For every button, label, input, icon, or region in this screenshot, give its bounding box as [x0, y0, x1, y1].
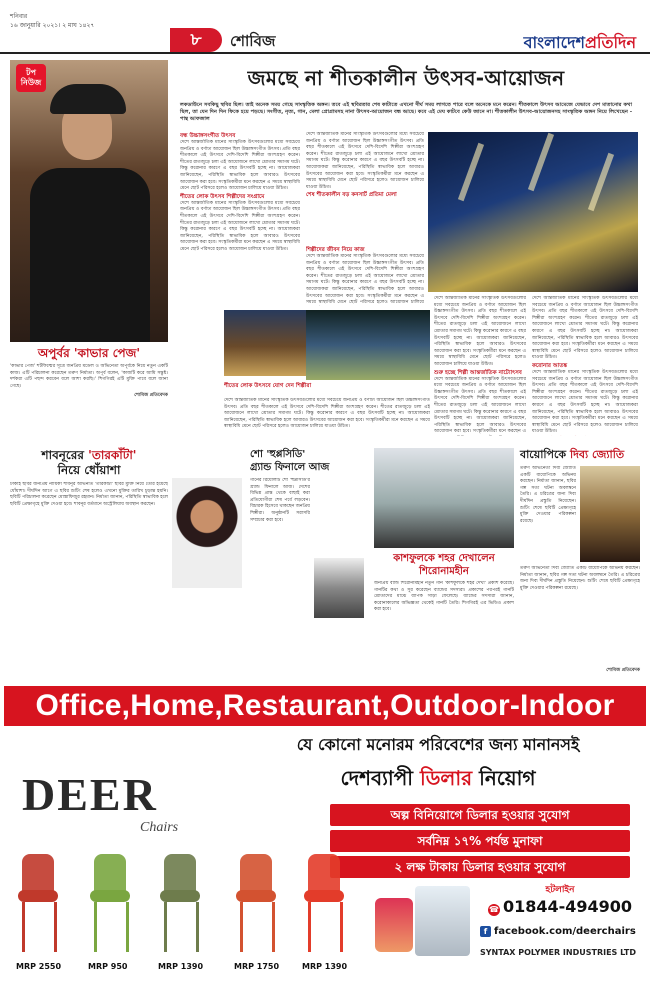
hero-caption-title: [10, 346, 168, 361]
stage-photo: [306, 310, 430, 380]
phone-icon: ☎: [488, 905, 499, 914]
facebook-url: facebook.com/deerchairs: [494, 926, 636, 937]
ad-line2-b: ডিলার: [419, 766, 473, 790]
ad-dealer-headline: [230, 764, 646, 798]
hotline-number-text: 01844-494900: [502, 897, 633, 916]
story-text: ঢাকাই ছবির জনপ্রিয় নায়িকা শাবনূর অভিনীত 'তারকাঁটা' ছবির মুক্তি নিয়ে তৈরি হয়েছে ধোঁয়াশা। দীর্ঘদিন আগে এ ছবির শুটিং শেষ হলেও এখনো মুক্তির তারিখ চূড়ান্ত হয়নি। ছবিটি পরিচালনা করেছেন মোস্তাফিজুর রহমান। নির্মাতা জানান, পরিস্থিতি স্বাভাবিক হলে ছবিটি প্রেক্ষাগৃহে মুক্তি দেওয়া হবে। শাবনূর বর্তমানে অস্ট্রেলিয়ায় অবস্থান করছেন।: [10, 482, 168, 507]
feature-column-text: দেশে আন্তর্জাতিক মানের সাংস্কৃতিক উৎসবগুলোর মধ্যে সবচেয়ে জনপ্রিয় ও বর্ণাঢ্য আয়োজন ছিল উচ্চাঙ্গসংগীত উৎসব। প্রতি বছর শীতকালে এই উৎসবে দেশি-বিদেশি শিল্পীরা অংশগ্রহণ করেন। শীতের রাতজুড়ে চলা এই আয়োজনে লাখো শ্রোতার সমাগম ঘটে। কিন্তু করোনার কারণে এ বছর উৎসবটি হচ্ছে না। আয়োজকরা জানিয়েছেন, পরিস্থিতি স্বাভাবিক হলে আবারও উৎসবের আয়োজন করা হবে। সংস্কৃতিকর্মীরা মনে করছেন এ সময়ে স্বাস্থ্যবিধি মেনে ছোট পরিসরে হলেও আয়োজন চালিয়ে যাওয়া উচিত।: [532, 296, 638, 361]
photo-caption-text: শীতের লোক উৎসবে যোগ দেন শিল্পীরা: [224, 383, 312, 389]
feature-subhead: শিল্পীদের জীবন নিয়ে কাজ: [306, 247, 365, 253]
shabnur-photo: [172, 478, 242, 588]
feature-subhead: করোনার আতঙ্ক: [532, 362, 568, 369]
ad-offer-3: ২ লক্ষ টাকায় ডিলার হওয়ার সুযোগ: [330, 856, 630, 878]
day-label: শনিবার: [10, 13, 28, 20]
chair-product: [160, 854, 204, 954]
story-title: [520, 448, 640, 462]
feature-title: [180, 64, 632, 96]
story-title-a: শো 'হুপ্পসিডি': [250, 449, 306, 460]
hero-caption: [10, 346, 168, 400]
hotline-label: হটলাইন: [545, 885, 575, 895]
hoopsidi-photo: [314, 558, 364, 618]
feature-lead: লকডাউনে সবকিছু স্থবির ছিল। তাই অনেক সময় গেছে সাংস্কৃতিক অঙ্গন। তবে এই স্থবিরতার শেষ কাটাতে এখনো দীর্ঘ সময় লাগতে পারে বলে অনেকে মনে করেন। শীতকালে উৎসব আমেজে যেভাবে দেশ মাতানোর কথা ছিল, তা যেন দিন দিন ফিকে হয়ে পড়ছে। সংগীত, নৃত্য, গান, মেলা প্রোগ্রামসহ নানা উৎসব-আয়োজন বন্ধ আছে। কবে এই মেঘ কাটবে কেউ জানে না। শীতকালীন উৎসব-আয়োজনসহ সাংস্কৃতিক অঙ্গন নিয়ে লিখেছেন - পান্থ আফজাল: [180, 102, 632, 122]
story-title-b: শিরোনামহীন: [419, 566, 469, 577]
feature-subhead: শুরু হচ্ছে শিল্পী আন্তর্জাতিক নাট্যোৎসব: [434, 369, 522, 376]
issue-date: [10, 12, 94, 30]
hero-photo: [10, 60, 168, 342]
feature-column-text: দেশে আন্তর্জাতিক মানের সাংস্কৃতিক উৎসবগুলোর মধ্যে সবচেয়ে জনপ্রিয় ও বর্ণাঢ্য আয়োজন ছিল উচ্চাঙ্গসংগীত উৎসব। প্রতি বছর শীতকালে এই উৎসবে দেশি-বিদেশি শিল্পীরা অংশগ্রহণ করেন। শীতের রাতজুড়ে চলা এই আয়োজনে লাখো শ্রোতার সমাগম ঘটে। কিন্তু করোনার কারণে এ বছর উৎসবটি হচ্ছে না। আয়োজকরা জানিয়েছেন, পরিস্থিতি স্বাভাবিক হলে আবারও উৎসবের আয়োজন করা হবে। সংস্কৃতিকর্মীরা মনে করছেন এ: [434, 376, 526, 435]
feature-column-text: দেশে আন্তর্জাতিক মানের সাংস্কৃতিক উৎসবগুলোর মধ্যে সবচেয়ে জনপ্রিয় ও বর্ণাঢ্য আয়োজন ছিল উচ্চাঙ্গসংগীত উৎসব। প্রতি বছর শীতকালে এই উৎসবে দেশি-বিদেশি শিল্পীরা অংশগ্রহণ করেন। শীতের রাতজুড়ে চলা এই আয়োজনে লাখো শ্রোতার সমাগম ঘটে। কিন্তু করোনার কারণে এ বছর উৎসবটি হচ্ছে না। আয়োজকরা জানিয়েছেন, পরিস্থিতি স্বাভাবিক হলে আবারও উৎসবের আয়োজন করা হবে। সংস্কৃতিকর্মীরা মনে করছেন এ সময়ে স্বাস্থ্যবিধি মেনে ছোট পরিসরে হলেও আয়োজন চালিয়ে যাওয়া উচিত।: [434, 296, 526, 367]
story-shabnur: [10, 448, 168, 678]
feature-subhead: শেষ শীতকালীন বড় কনসার্ট প্রতিমা মেলা: [306, 192, 397, 199]
company-name: SYNTAX POLYMER INDUSTRIES LTD: [480, 948, 636, 957]
newspaper-logo: [524, 30, 636, 57]
story-title-a: শাবনূরের: [41, 448, 84, 462]
feature-column-text: দেশে আন্তর্জাতিক মানের সাংস্কৃতিক উৎসবগুলোর মধ্যে সবচেয়ে জনপ্রিয় ও বর্ণাঢ্য আয়োজন ছিল উচ্চাঙ্গসংগীত উৎসব। প্রতি বছর শীতকালে এই উৎসবে দেশি-বিদেশি শিল্পীরা অংশগ্রহণ করেন। শীতের রাতজুড়ে চলা এই আয়োজনে লাখো শ্রোতার সমাগম ঘটে। কিন্তু করোনার কারণে এ বছর উৎসবটি হচ্ছে না। আয়োজকরা জানিয়েছেন, পরিস্থিতি স্বাভাবিক হলে আবারও উৎসবের আয়োজন করা হবে। সংস্কৃতিকর্মীরা মনে করছেন এ সময়ে স্বাস্থ্যবিধি মেনে ছোট পরিসরে হলেও আয়োজন চালিয়ে যাওয়া উচিত।: [180, 140, 300, 192]
feature-column-bottom: [224, 398, 430, 436]
story-title: [10, 448, 168, 478]
hotline-block: [480, 882, 640, 916]
chair-product: [236, 854, 280, 954]
page-number: ৮: [170, 28, 222, 52]
feature-subhead: শীতের লোক উৎসব শিল্পীদের সংগ্রামে: [180, 193, 265, 200]
feature-story: [10, 60, 640, 440]
feature-column-text: দেশে আন্তর্জাতিক মানের সাংস্কৃতিক উৎসবগুলোর মধ্যে সবচেয়ে জনপ্রিয় ও বর্ণাঢ্য আয়োজন ছিল উচ্চাঙ্গসংগীত উৎসব। প্রতি বছর শীতকালে এই উৎসবে দেশি-বিদেশি শিল্পীরা অংশগ্রহণ করেন। শীতের রাতজুড়ে চলা এই আয়োজনে লাখো শ্রোতার সমাগম ঘটে। কিন্তু করোনার কারণে এ বছর উৎসবটি হচ্ছে না। আয়োজকরা জানিয়েছেন, পরিস্থিতি স্বাভাবিক হলে আবারও উৎসবের আয়োজন করা হবে। সংস্কৃতিকর্মীরা মনে করছেন এ সময়ে স্বাস্থ্যবিধি মেনে ছোট পরিসরে হলেও আয়োজন চালিয়ে যাওয়া উচিত।: [180, 200, 300, 252]
story-title-b: গ্র্যান্ড ফিনালে আজ: [250, 462, 330, 473]
facebook-link: [480, 926, 636, 937]
hero-caption-text: 'কাভার পেজ' শর্টফিল্মের সূত্রে জনপ্রিয় মডেল ও অভিনেতা অপূর্বকে নিয়ে নতুন একটি কাজ। এটি পরিচালনা করেছেন তরুণ নির্মাতা। অপূর্ব বলেন, 'কাজটি করে আমি সন্তুষ্ট। দর্শকরা এটি পছন্দ করবেন বলে আশা করছি।' শিগগিরই এটি মুক্তি পাবে বলে জানা গেছে।: [10, 364, 168, 389]
feature-column-4: [532, 296, 638, 436]
concert-photo: [428, 132, 638, 292]
story-title-c: নিয়ে ধোঁয়াশা: [57, 463, 121, 477]
ad-line2-a: দেশব্যাপী: [340, 766, 413, 790]
story-dibya: [520, 448, 640, 678]
story-title: [374, 552, 514, 578]
chair-product: [304, 854, 348, 954]
page-header: [0, 0, 650, 54]
feature-subhead: বন্ধ উচ্চাঙ্গসংগীত উৎসব: [180, 133, 236, 139]
story-title-b: 'তারকাঁটা': [88, 448, 137, 462]
ad-offer-2: সর্বনিম্ন ১৭% পর্যন্ত মুনাফা: [330, 830, 630, 852]
hero-caption-credit: শোবিজ প্রতিবেদক: [134, 393, 168, 399]
story-title: [250, 448, 370, 474]
cabinet-image: [415, 886, 470, 956]
story-text: গানের রিয়েলিটি শো 'হুপ্পসিডি'র গ্র্যান্ড ফিনালে আজ। দেশের বিভিন্ন প্রান্ত থেকে বাছাই করা প্রতিযোগীরা শেষ পর্বে লড়বেন। বিচারক হিসেবে থাকছেন জনপ্রিয় শিল্পীরা। অনুষ্ঠানটি সরাসরি সম্প্রচার করা হবে।: [250, 478, 310, 523]
hero-title-a: অপুর্বর: [37, 346, 70, 360]
feature-column-2b: [306, 246, 424, 306]
story-text: জনপ্রিয় ব্যান্ড শিরোনামহীন নতুন গান 'কাশফুলকে শহর দেখা' প্রকাশ করেছে। গানটির কথা ও সুর করেছেন ব্যান্ডের সদস্যরা। প্রকাশের পরপরই গানটি শ্রোতাদের মাঝে ব্যাপক সাড়া ফেলেছে। ব্যান্ডের সদস্যরা জানান, করোনাকালের অভিজ্ঞতা থেকেই গানটি তৈরি। শিগগিরই এর ভিডিও প্রকাশ করা হবে।: [374, 581, 514, 613]
facebook-icon: f: [480, 926, 491, 937]
feature-column-text: দেশে আন্তর্জাতিক মানের সাংস্কৃতিক উৎসবগুলোর মধ্যে সবচেয়ে জনপ্রিয় ও বর্ণাঢ্য আয়োজন ছিল উচ্চাঙ্গসংগীত উৎসব। প্রতি বছর শীতকালে এই উৎসবে দেশি-বিদেশি শিল্পীরা অংশগ্রহণ করেন। শীতের রাতজুড়ে চলা এই আয়োজনে লাখো শ্রোতার সমাগম ঘটে। কিন্তু করোনার কারণে এ বছর উৎসবটি হচ্ছে না। আয়োজকরা জানিয়েছেন, পরিস্থিতি স্বাভাবিক হলে আবারও উৎসবের আয়োজন করা হবে। সংস্কৃতিকর্মীরা মনে করছেন এ সময়ে স্বাস্থ্যবিধি মেনে ছোট পরিসরে হলেও আয়োজন চালিয়ে যাওয়া উচিত।: [224, 398, 430, 430]
hotline-number: [480, 897, 640, 916]
logo-part2: প্রতিদিন: [584, 33, 636, 52]
ad-banner: Office,Home,Restaurant,Outdoor-Indoor: [4, 686, 646, 726]
chair-price: MRP 950: [88, 962, 128, 971]
hero-title-b: 'কাভার পেজ': [73, 346, 141, 360]
middle-stories: [10, 448, 640, 678]
band-photo: [374, 448, 514, 548]
feature-title-text: জমছে না শীতকালীন উৎসব-আয়োজন: [247, 66, 565, 90]
brand-logo: DEER: [22, 769, 158, 820]
story-shironamhin: [374, 552, 514, 678]
story-title-a: কাশফুলকে শহর দেখালেন: [393, 553, 495, 564]
story-title-b: দিব্য জ্যোতি: [569, 448, 625, 461]
deer-chairs-ad: [0, 686, 650, 984]
feature-column-text: দেশে আন্তর্জাতিক মানের সাংস্কৃতিক উৎসবগুলোর মধ্যে সবচেয়ে জনপ্রিয় ও বর্ণাঢ্য আয়োজন ছিল উচ্চাঙ্গসংগীত উৎসব। প্রতি বছর শীতকালে এই উৎসবে দেশি-বিদেশি শিল্পীরা অংশগ্রহণ করেন। শীতের রাতজুড়ে চলা এই আয়োজনে লাখো শ্রোতার সমাগম ঘটে। কিন্তু করোনার কারণে এ বছর উৎসবটি হচ্ছে না। আয়োজকরা জানিয়েছেন, পরিস্থিতি স্বাভাবিক হলে আবারও উৎসবের আয়োজন করা হবে। সংস্কৃতিকর্মীরা মনে করছেন এ সময়ে স্বাস্থ্যবিধি মেনে ছোট পরিসরে হলেও আয়োজন চালিয়ে: [306, 254, 424, 306]
ad-line2-c: নিয়োগ: [479, 766, 536, 790]
story-hoopsidi: [250, 448, 370, 678]
story-text: তরুণ অভিনেতা দিব্য জ্যোতি একটি বায়োপিকে অভিনয় করছেন। নির্মাতা জানান, ছবির গল্প সত্য ঘটনা অবলম্বনে তৈরি। এ চরিত্রের জন্য দিব্য দীর্ঘদিন প্রস্তুতি নিয়েছেন। শুটিং শেষে ছবিটি প্রেক্ষাগৃহে মুক্তি দেওয়ার পরিকল্পনা রয়েছে।: [520, 566, 640, 591]
ad-tagline: যে কোনো মনোরম পরিবেশের জন্য মানানসই: [296, 735, 580, 754]
story-text: তরুণ অভিনেতা দিব্য জ্যোতি একটি বায়োপিকে অভিনয় করছেন। নির্মাতা জানান, ছবির গল্প সত্য ঘটনা অবলম্বনে তৈরি। এ চরিত্রের জন্য দিব্য দীর্ঘদিন প্রস্তুতি নিয়েছেন। শুটিং শেষে ছবিটি প্রেক্ষাগৃহে মুক্তি দেওয়ার পরিকল্পনা রয়েছে।: [520, 466, 576, 524]
section-title: শোবিজ: [230, 32, 276, 50]
feature-column-3: [434, 296, 526, 436]
toy-scooter-image: [375, 898, 413, 952]
logo-part1: বাংলাদেশ: [523, 33, 585, 52]
story-title-a: বায়োপিকে: [520, 448, 567, 461]
feature-column-2: [306, 132, 424, 242]
chair-price: MRP 2550: [16, 962, 62, 971]
feature-column-text: দেশে আন্তর্জাতিক মানের সাংস্কৃতিক উৎসবগুলোর মধ্যে সবচেয়ে জনপ্রিয় ও বর্ণাঢ্য আয়োজন ছিল উচ্চাঙ্গসংগীত উৎসব। প্রতি বছর শীতকালে এই উৎসবে দেশি-বিদেশি শিল্পীরা অংশগ্রহণ করেন। শীতের রাতজুড়ে চলা এই আয়োজনে লাখো শ্রোতার সমাগম ঘটে। কিন্তু করোনার কারণে এ বছর উৎসবটি হচ্ছে না। আয়োজকরা জানিয়েছেন, পরিস্থিতি স্বাভাবিক হলে আবারও উৎসবের আয়োজন করা হবে। সংস্কৃতিকর্মীরা মনে করছেন এ সময়ে স্বাস্থ্যবিধি মেনে ছোট পরিসরে হলেও আয়োজন চালিয়ে যাওয়া উচিত।: [532, 369, 638, 435]
feature-column-text: দেশে আন্তর্জাতিক মানের সাংস্কৃতিক উৎসবগুলোর মধ্যে সবচেয়ে জনপ্রিয় ও বর্ণাঢ্য আয়োজন ছিল উচ্চাঙ্গসংগীত উৎসব। প্রতি বছর শীতকালে এই উৎসবে দেশি-বিদেশি শিল্পীরা অংশগ্রহণ করেন। শীতের রাতজুড়ে চলা এই আয়োজনে লাখো শ্রোতার সমাগম ঘটে। কিন্তু করোনার কারণে এ বছর উৎসবটি হচ্ছে না। আয়োজকরা জানিয়েছেন, পরিস্থিতি স্বাভাবিক হলে আবারও উৎসবের আয়োজন করা হবে। সংস্কৃতিকর্মীরা মনে করছেন এ সময়ে স্বাস্থ্যবিধি মেনে ছোট পরিসরে হলেও আয়োজন চালিয়ে যাওয়া উচিত।: [306, 132, 424, 190]
chair-product: [90, 854, 134, 954]
photo-caption: [224, 382, 430, 396]
story-credit: শোবিজ প্রতিবেদক: [606, 668, 640, 673]
date-label: ১৬ জানুয়ারি ২০২১। ২ মাঘ ১৪২৭: [10, 22, 95, 29]
chair-price: MRP 1750: [234, 962, 280, 971]
dibya-photo: [580, 466, 640, 562]
brand-subtitle: Chairs: [140, 820, 179, 835]
top-news-badge: টপ নিউজ: [16, 64, 46, 92]
ad-offer-1: অল্প বিনিয়োগে ডিলার হওয়ার সুযোগ: [330, 804, 630, 826]
chair-price: MRP 1390: [158, 962, 204, 971]
chair-product: [18, 854, 62, 954]
chair-price: MRP 1390: [302, 962, 348, 971]
